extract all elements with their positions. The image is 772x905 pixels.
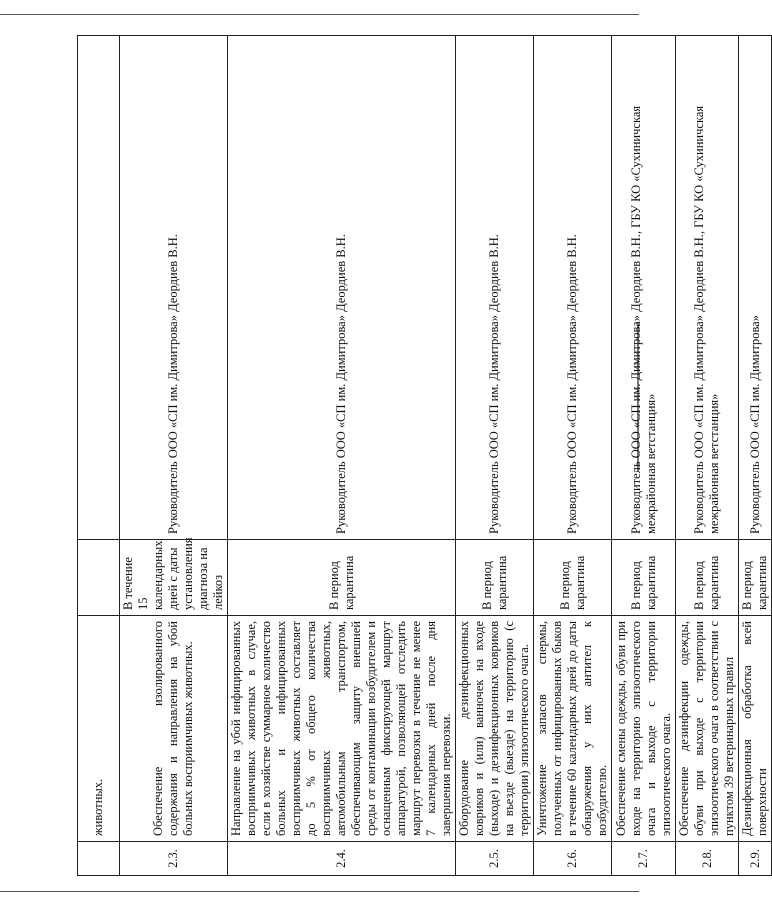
row-number: 2.8.	[676, 842, 739, 876]
measure-description: Обеспечение изолированного содержания и направления на убой больных восприимчивых животных.	[120, 616, 228, 842]
measure-description: Дезинфекционная обработка всей поверхности	[739, 616, 772, 842]
measure-description: Уничтожение запасов спермы, полученных от инфицированных быков в течение 60 календарных дней до даты обнаружения у них антител к возбудителю.	[534, 616, 612, 842]
measure-term: В период карантина	[612, 540, 676, 616]
responsible-party: Руководитель ООО «СП им. Димитрова» Деордиев В.Н.	[120, 36, 228, 540]
measure-description: животных.	[78, 616, 120, 842]
row-number: 2.6.	[534, 842, 612, 876]
measure-term: В период карантина	[228, 540, 456, 616]
responsible-party: Руководитель ООО «СП им. Димитрова» Деордиев В.Н.	[228, 36, 456, 540]
measure-term: В течение 15 календарных дней с даты установления диагноза на лейкоз	[120, 540, 228, 616]
table-row	[534, 36, 612, 876]
row-number: 2.5.	[456, 842, 534, 876]
rotated-content	[77, 36, 769, 876]
table-row	[456, 36, 534, 876]
row-number	[78, 842, 120, 876]
row-number: 2.3.	[120, 842, 228, 876]
responsible-party	[78, 36, 120, 540]
measure-description: Направление на убой инфицированных восприимчивых животных в случае, если в хозяйстве суммарное количество больных и инфицированных восприимчивых животных составляет до 5 % от общего количества восприимчивых животных, автомобильным транспортом, обеспечивающим защиту внешней среды от контаминации возбудителем и оснащенным фиксирующей маршрут аппаратурой, позволяющей отследить маршрут перевозки в течение не менее 7 календарных дней после дня завершения перевозки.	[228, 616, 456, 842]
table-row	[120, 36, 228, 876]
measure-description: Оборудование дезинфекционных ковриков и (или) ванночек на входе (выходе) и дезинфекционных ковриков на въезде (выезде) на территорию (с территории) эпизоотического очага.	[456, 616, 534, 842]
measure-description: Обеспечение дезинфекции одежды, обуви при выходе с территории эпизоотического очага в соответствии с пунктом 39 ветеринарных правил	[676, 616, 739, 842]
responsible-party: Руководитель ООО «СП им. Димитрова»	[739, 36, 772, 540]
row-number: 2.9.	[739, 842, 772, 876]
measure-description: Обеспечение смены одежды, обуви при входе на территорию эпизоотического очага и выходе с территории эпизоотического очага.	[612, 616, 676, 842]
responsible-party: Руководитель ООО «СП им. Димитрова» Деордиев В.Н.	[456, 36, 534, 540]
measures-table	[77, 35, 772, 876]
table-row	[228, 36, 456, 876]
table-row	[612, 36, 676, 876]
table-row	[78, 36, 120, 876]
scan-bottom-border	[0, 891, 639, 892]
responsible-party: Руководитель ООО «СП им. Димитрова» Деордиев В.Н., ГБУ КО «Сухиничская межрайонная ветстанция»	[676, 36, 739, 540]
table-row	[676, 36, 739, 876]
measure-term	[78, 540, 120, 616]
responsible-party: Руководитель ООО «СП им. Димитрова» Деордиев В.Н., ГБУ КО «Сухиничская межрайонная ветстанция»	[612, 36, 676, 540]
measure-term: В период карантина	[739, 540, 772, 616]
table-row	[739, 36, 772, 876]
scan-top-border	[0, 14, 639, 15]
measure-term: В период карантина	[676, 540, 739, 616]
responsible-party: Руководитель ООО «СП им. Димитрова» Деордиев В.Н.	[534, 36, 612, 540]
row-number: 2.7.	[612, 842, 676, 876]
row-number: 2.4.	[228, 842, 456, 876]
measure-term: В период карантина	[534, 540, 612, 616]
measure-term: В период карантина	[456, 540, 534, 616]
